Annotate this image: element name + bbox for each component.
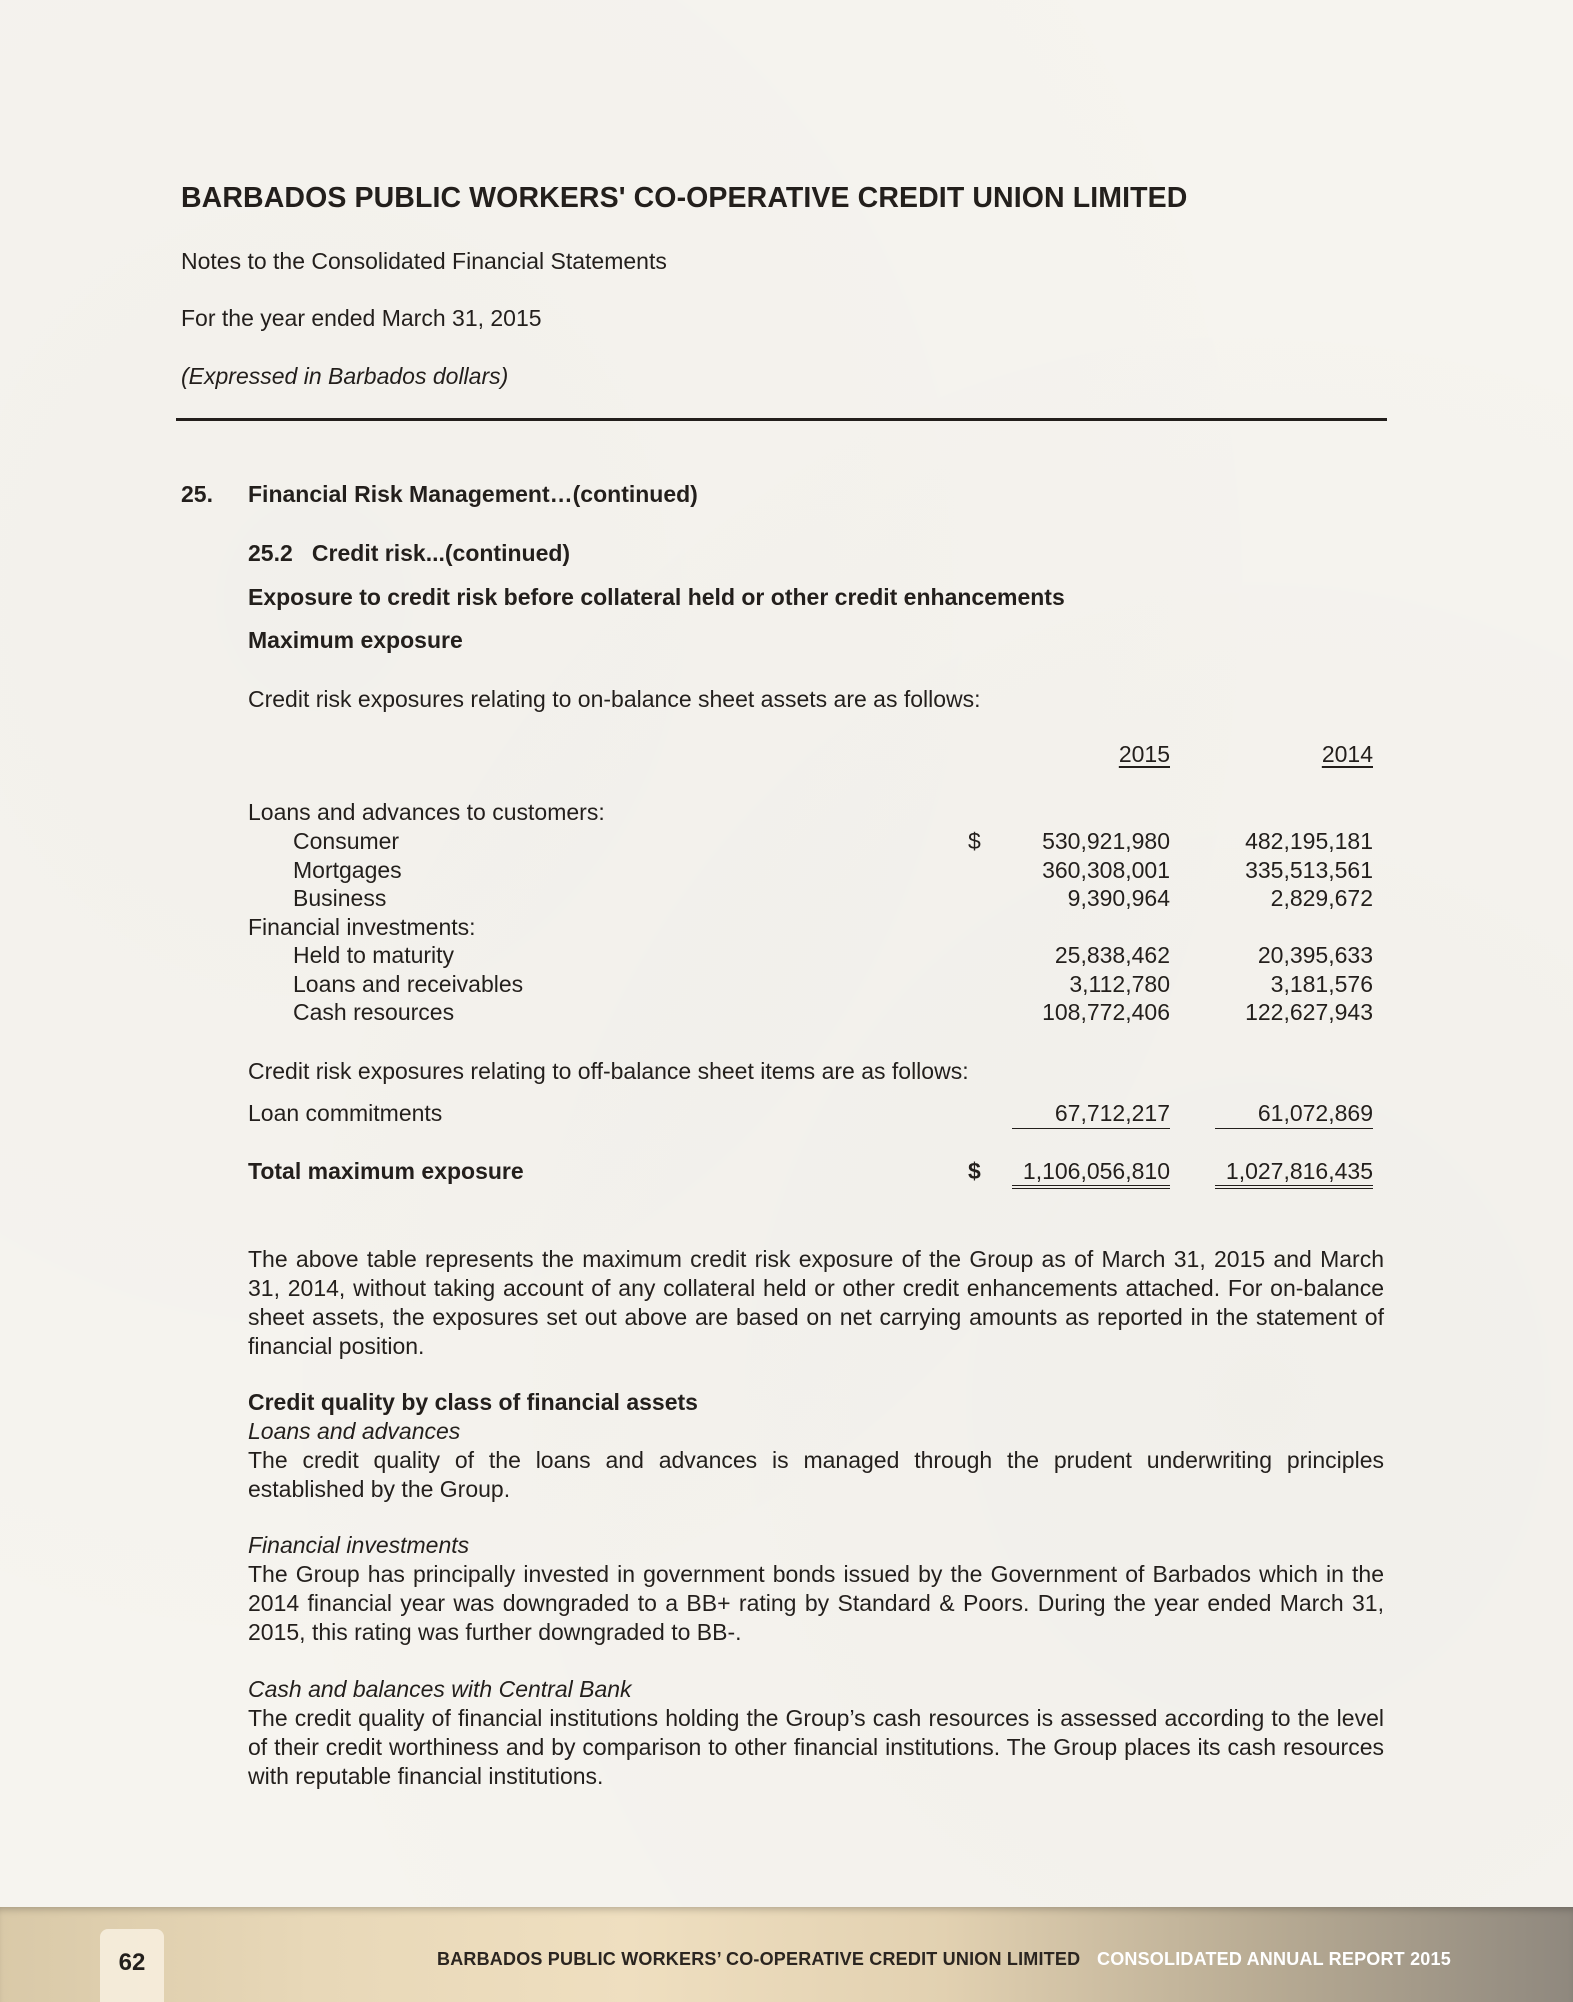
table-row [248, 857, 1373, 886]
value-2015: 9,390,964 [1067, 885, 1170, 911]
row-label: Mortgages [293, 857, 402, 883]
table-group-header [248, 799, 1373, 828]
column-header-2014: 2014 [1321, 741, 1373, 767]
value-2014: 482,195,181 [1245, 828, 1373, 854]
value-2015: 360,308,001 [1042, 857, 1170, 883]
currency-symbol: $ [968, 1158, 981, 1184]
table-row [248, 971, 1373, 1000]
value-2014: 335,513,561 [1245, 857, 1373, 883]
cash-paragraph: The credit quality of financial institutions holding the Group’s cash resources is assessed according to the level of their credit worthiness and by comparison to other financial institutions. The Group places its cash resources with reputable financial institutions. [248, 1705, 1384, 1789]
value-2014: 122,627,943 [1245, 999, 1373, 1025]
exposure-heading: Exposure to credit risk before collateral held or other credit enhancements [248, 584, 1065, 610]
table-group-header [248, 914, 1373, 943]
footer-organization: BARBADOS PUBLIC WORKERS’ CO-OPERATIVE CREDIT UNION LIMITED [437, 1949, 1081, 1969]
currency-symbol: $ [968, 828, 981, 854]
value-2015: 25,838,462 [1054, 942, 1170, 968]
column-header-2015: 2015 [1118, 741, 1170, 767]
value-2015: 530,921,980 [1042, 828, 1170, 854]
document-subtitle: Notes to the Consolidated Financial Statements [181, 248, 667, 274]
reporting-period: For the year ended March 31, 2015 [181, 305, 542, 331]
on-balance-intro: Credit risk exposures relating to on-balance sheet assets are as follows: [248, 686, 981, 712]
table-row [248, 828, 1373, 857]
page-number: 62 [118, 1949, 146, 1976]
total-value-2014: 1,027,816,435 [1215, 1158, 1373, 1189]
value-2015: 3,112,780 [1069, 971, 1170, 997]
total-value-2015: 1,106,056,810 [1012, 1158, 1170, 1189]
group-label: Financial investments: [248, 914, 476, 940]
section-number: 25. [181, 481, 213, 507]
off-balance-intro: Credit risk exposures relating to off-balance sheet items are as follows: [248, 1058, 969, 1084]
value-2014: 61,072,869 [1215, 1100, 1373, 1129]
value-2014: 2,829,672 [1270, 885, 1373, 911]
investments-heading: Financial investments [248, 1532, 470, 1558]
table-row [248, 942, 1373, 971]
row-label: Business [293, 885, 387, 911]
row-label: Consumer [293, 828, 400, 854]
row-label: Held to maturity [293, 942, 455, 968]
table-row [248, 885, 1373, 914]
table-row [248, 999, 1373, 1028]
document-title: BARBADOS PUBLIC WORKERS' CO-OPERATIVE CREDIT UNION LIMITED [181, 182, 1188, 214]
total-label: Total maximum exposure [248, 1158, 524, 1184]
header-divider [176, 418, 1387, 421]
page-footer [0, 1907, 1573, 2002]
group-label: Loans and advances to customers: [248, 799, 605, 825]
value-2014: 20,395,633 [1257, 942, 1373, 968]
investments-paragraph: The Group has principally invested in government bonds issued by the Government of Barbados which in the 2014 financial year was downgraded to a BB+ rating by Standard & Poors. During the year ended March 31, 2015, this rating was further downgraded to BB-. [248, 1561, 1384, 1645]
loans-paragraph: The credit quality of the loans and advances is managed through the prudent underwriting principles established by the Group. [248, 1447, 1384, 1502]
table-row-total [248, 1158, 1373, 1187]
row-label: Loan commitments [248, 1100, 443, 1126]
footer-report-title: CONSOLIDATED ANNUAL REPORT 2015 [1097, 1949, 1451, 1969]
credit-quality-heading: Credit quality by class of financial assets [248, 1389, 698, 1415]
value-2015: 67,712,217 [1012, 1100, 1170, 1129]
loans-heading: Loans and advances [248, 1418, 461, 1444]
subsection-title: 25.2 Credit risk...(continued) [248, 540, 571, 566]
value-2015: 108,772,406 [1042, 999, 1170, 1025]
section-title: Financial Risk Management…(continued) [248, 481, 698, 507]
summary-paragraph: The above table represents the maximum credit risk exposure of the Group as of March 31, 2015 and March 31, 2014, without taking account of any collateral held or other credit enhancements attached. For on-balance sheet assets, the exposures set out above are based on net carrying amounts as reported in the statement of financial position. [248, 1246, 1384, 1359]
value-2014: 3,181,576 [1270, 971, 1373, 997]
page-number-tab [100, 1929, 164, 2002]
cash-heading: Cash and balances with Central Bank [248, 1676, 632, 1702]
row-label: Loans and receivables [293, 971, 524, 997]
table-row-loan-commitments [248, 1100, 1373, 1129]
row-label: Cash resources [293, 999, 455, 1025]
maximum-exposure-heading: Maximum exposure [248, 627, 463, 653]
currency-note: (Expressed in Barbados dollars) [181, 363, 509, 389]
